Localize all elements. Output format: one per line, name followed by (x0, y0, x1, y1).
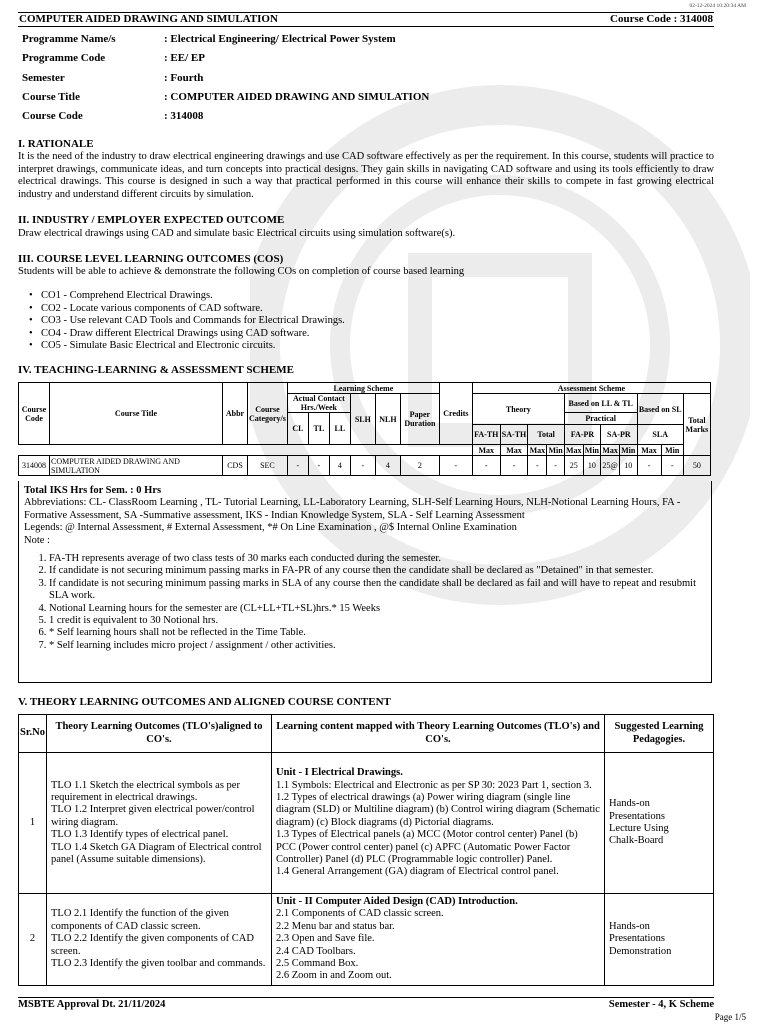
scheme-notes (18, 481, 712, 683)
list-item: 5. 1 credit is equivalent to 30 Notional hrs. (49, 615, 706, 627)
list-item: 2. If candidate is not securing minimum passing marks in FA-PR of any course then the candidate shall be declared as "Detained" in that semester. (49, 565, 706, 577)
info-row: Course Code : 314008 (22, 110, 204, 123)
info-row: Semester : Fourth (22, 71, 204, 84)
rationale-text: It is the need of the industry to draw electrical engineering drawings and use CAD software effectively as per the requirement. In this course, students will practice to interpret drawings, communicate ideas, and turn concepts into practical designs. They gain skills in navigating CAD software and using its tools efficiently to draw electrical drawings. This course is designed in such a way that practical performed in this course will enhance their skills to compete in fast growing electrical industry and understand different circuits by simulation. (18, 151, 714, 200)
abbreviations: Abbreviations: CL- ClassRoom Learning , TL- Tutorial Learning, LL-Laboratory Learning, SLH-Self Learning Hours, NLH-Notional Learning Hours, FA - Formative Assessment, SA -Summative assessment, IKS - Indian Knowledge System, SLA - Self Learning Assessment (24, 497, 681, 521)
list-item: 3. If candidate is not securing minimum passing marks in SLA of any course then the candidate shall be declared as fail and will have to repeat and resubmit SLA work. (49, 578, 706, 603)
header-title: COMPUTER AIDED DRAWING AND SIMULATION (19, 13, 278, 25)
teaching-assessment-scheme-table: Course Code Course Title Abbr Course Category/s Learning Scheme Credits Assessment Scheme Actual Contact Hrs./Week SLH NLH Paper Duration Theory Based on LL & TL Based on SL Total Marks CL TL LL Practical FA-TH SA-TH Total FA-PR SA-PR SLA Max Max Max Min Max Min Max Min Max Min 314008 COMPUTER AIDED DRAWING AND SIMULATION CDS SEC - - 4 - 4 2 - - - - - 25 10 25@ 10 - - 50 (18, 382, 714, 476)
page-number: Page 1/5 (714, 1012, 746, 1022)
semester-scheme: Semester - 4, K Scheme (608, 999, 714, 1010)
legends: Legends: @ Internal Assessment, # External Assessment, *# On Line Examination , @$ Internal Online Examination (24, 522, 517, 534)
list-item: • CO3 - Use relevant CAD Tools and Commands for Electrical Drawings. (41, 315, 345, 328)
table-row: 1 TLO 1.1 Sketch the electrical symbols as per requirement in electrical drawings. TLO 1.2 Interpret given electrical power/control wiring diagram. TLO 1.3 Identify types of electrical panel. TLO 1.4 Sketch GA Diagram of Electrical control panel (Assume suitable dimensions). Unit - I Electrical Drawings. 1.1 Symbols: Electrical and Electronic as per SP 30: 2023 Part 1, section 3. 1.2 Types of electrical drawings (a) Power wiring diagram (single line diagram (SLD) or Multiline diagram) (b) Control wiring diagram (Schematic diagram) (c) Block diagrams (d) Pictorial diagrams. 1.3 Types of Electrical panels (a) MCC (Motor control center) Panel (b) PCC (Power control center) panel (c) APFC (Automatic Power Factor Controller) Panel (d) PLC (Programmable logic controller) Panel. 1.4 General Arrangement (GA) diagram of Electrical control panel. Hands-on Presentations Lecture Using Chalk-Board (19, 753, 714, 894)
list-item: • CO2 - Locate various components of CAD software. (41, 303, 345, 316)
list-item: 6. * Self learning hours shall not be reflected in the Time Table. (49, 627, 706, 639)
page-footer (18, 997, 714, 1012)
info-row: Programme Code : EE/ EP (22, 52, 205, 65)
list-item: 4. Notional Learning hours for the semester are (CL+LL+TL+SL)hrs.* 15 Weeks (49, 603, 706, 615)
iks-hours: Total IKS Hrs for Sem. : 0 Hrs (24, 485, 162, 496)
industry-heading: II. INDUSTRY / EMPLOYER EXPECTED OUTCOME (18, 214, 285, 226)
table-row: 2 TLO 2.1 Identify the function of the given components of CAD classic screen. TLO 2.2 Identify the given components of CAD screen. TLO 2.3 Identify the given toolbar and commands. Unit - II Computer Aided Design (CAD) Introduction. 2.1 Components of CAD classic screen. 2.2 Menu bar and status bar. 2.3 Open and Save file. 2.4 CAD Toolbars. 2.5 Command Box. 2.6 Zoom in and Zoom out. Hands-on Presentations Demonstration (19, 894, 714, 986)
list-item: • CO5 - Simulate Basic Electrical and Electronic circuits. (41, 340, 345, 353)
list-item: 1. FA-TH represents average of two class tests of 30 marks each conducted during the semester. (49, 553, 706, 565)
cos-intro: Students will be able to achieve & demonstrate the following COs on completion of course based learning (18, 266, 465, 277)
list-item: • CO1 - Comprehend Electrical Drawings. (41, 290, 345, 303)
co-list (41, 290, 345, 353)
industry-text: Draw electrical drawings using CAD and simulate basic Electrical circuits using simulation software(s). (18, 228, 456, 239)
rationale-heading: I. RATIONALE (18, 138, 94, 150)
cos-heading: III. COURSE LEVEL LEARNING OUTCOMES (COS) (18, 253, 284, 265)
print-timestamp: 02-12-2024 10:20:34 AM (689, 3, 746, 9)
tlo-heading: V. THEORY LEARNING OUTCOMES AND ALIGNED COURSE CONTENT (18, 696, 391, 708)
page-header (18, 12, 714, 27)
theory-learning-outcomes-table: Sr.No Theory Learning Outcomes (TLO's)aligned to CO's. Learning content mapped with Theory Learning Outcomes (TLO's) and CO's. Suggested Learning Pedagogies. 1 TLO 1.1 Sketch the electrical symbols as per requirement in electrical drawings. TLO 1.2 Interpret given electrical power/control wiring diagram. TLO 1.3 Identify types of electrical panel. TLO 1.4 Sketch GA Diagram of Electrical control panel (Assume suitable dimensions). Unit - I Electrical Drawings. 1.1 Symbols: Electrical and Electronic as per SP 30: 2023 Part 1, section 3. 1.2 Types of electrical drawings (a) Power wiring diagram (single line diagram (SLD) or Multiline diagram) (b) Control wiring diagram (Schematic diagram) (c) Block diagrams (d) Pictorial diagrams. 1.3 Types of Electrical panels (a) MCC (Motor control center) Panel (b) PCC (Power control center) panel (c) APFC (Automatic Power Factor Controller) Panel (d) PLC (Programmable logic controller) Panel. 1.4 General Arrangement (GA) diagram of Electrical control panel. Hands-on Presentations Lecture Using Chalk-Board 2 TLO 2.1 Identify the function of the given components of CAD classic screen. TLO 2.2 Identify the given components of CAD screen. TLO 2.3 Identify the given toolbar and commands. Unit - II Computer Aided Design (CAD) Introduction. 2.1 Components of CAD classic screen. 2.2 Menu bar and status bar. 2.3 Open and Save file. 2.4 CAD Toolbars. 2.5 Command Box. 2.6 Zoom in and Zoom out. Hands-on Presentations Demonstration (18, 714, 714, 986)
table-row: 314008 COMPUTER AIDED DRAWING AND SIMULATION CDS SEC - - 4 - 4 2 - - - - - 25 10 25@ 10 - - 50 (19, 456, 714, 476)
notes-list (24, 553, 706, 652)
header-course-code: Course Code : 314008 (610, 13, 713, 25)
list-item: • CO4 - Draw different Electrical Drawings using CAD software. (41, 328, 345, 341)
list-item: 7. * Self learning includes micro project / assignment / other activities. (49, 640, 706, 652)
course-info-block (22, 30, 429, 126)
scheme-heading: IV. TEACHING-LEARNING & ASSESSMENT SCHEME (18, 364, 294, 376)
note-label: Note : (24, 534, 50, 546)
info-row: Course Title : COMPUTER AIDED DRAWING AND SIMULATION (22, 90, 430, 103)
info-row: Programme Name/s : Electrical Engineering/ Electrical Power System (22, 33, 396, 45)
approval-date: MSBTE Approval Dt. 21/11/2024 (18, 999, 166, 1010)
